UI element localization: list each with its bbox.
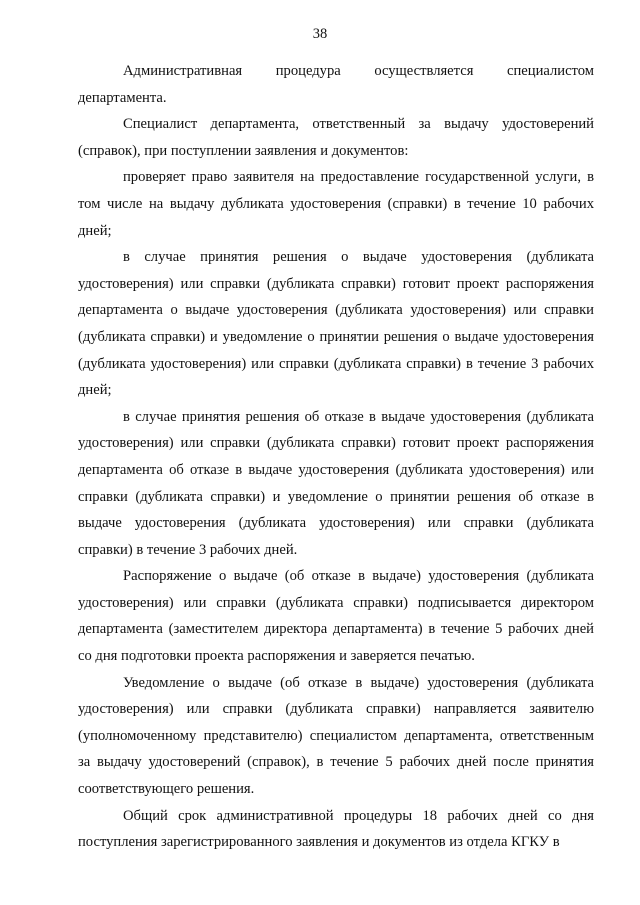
- paragraph-issue-decision: в случае принятия решения о выдаче удостоверения (дубликата удостоверения) или справки (дубликата справки) готовит проект распоряжения департамента о выдаче удостоверения (дубликата удостоверения) или справки (дубликата справки) и уведомление о принятии решения о выдаче удостоверения (дубликата удостоверения) или справки (дубликата справки) в течение 3 рабочих дней;: [78, 249, 594, 399]
- paragraph-check-right: проверяет право заявителя на предоставление государственной услуги, в том числе на выдачу дубликата удостоверения (справки) в течение 10 рабочих дней;: [78, 169, 594, 239]
- paragraph-refusal-decision: в случае принятия решения об отказе в выдаче удостоверения (дубликата удостоверения) или справки (дубликата справки) готовит проект распоряжения департамента об отказе в выдаче удостоверения (дубликата удостоверения) или справки (дубликата справки) и уведомление о принятии решения об отказе в выдаче удостоверения (дубликата удостоверения) или справки (дубликата справки) в течение 3 рабочих дней.: [78, 408, 594, 558]
- paragraph-order-signing: Распоряжение о выдаче (об отказе в выдаче) удостоверения (дубликата удостоверения) или справки (дубликата справки) подписывается директором департамента (заместителем директора департамента) в течение 5 рабочих дней со дня подготовки проекта распоряжения и заверяется печатью.: [78, 568, 594, 665]
- document-body: [78, 58, 594, 856]
- page-number: 38: [312, 26, 328, 42]
- paragraph-total-term: Общий срок административной процедуры 18 рабочих дней со дня поступления зарегистрированного заявления и документов из отдела КГКУ в: [78, 807, 594, 851]
- paragraph-specialist-duties: Специалист департамента, ответственный за выдачу удостоверений (справок), при поступлении заявления и документов:: [78, 116, 594, 159]
- paragraph-procedure-performer: Административная процедура осуществляется специалистом департамента.: [78, 63, 594, 106]
- paragraph-notification: Уведомление о выдаче (об отказе в выдаче) удостоверения (дубликата удостоверения) или справки (дубликата справки) направляется заявителю (уполномоченному представителю) специалистом департамента, ответственным за выдачу удостоверений (справок), в течение 5 рабочих дней после принятия соответствующего решения.: [78, 674, 594, 798]
